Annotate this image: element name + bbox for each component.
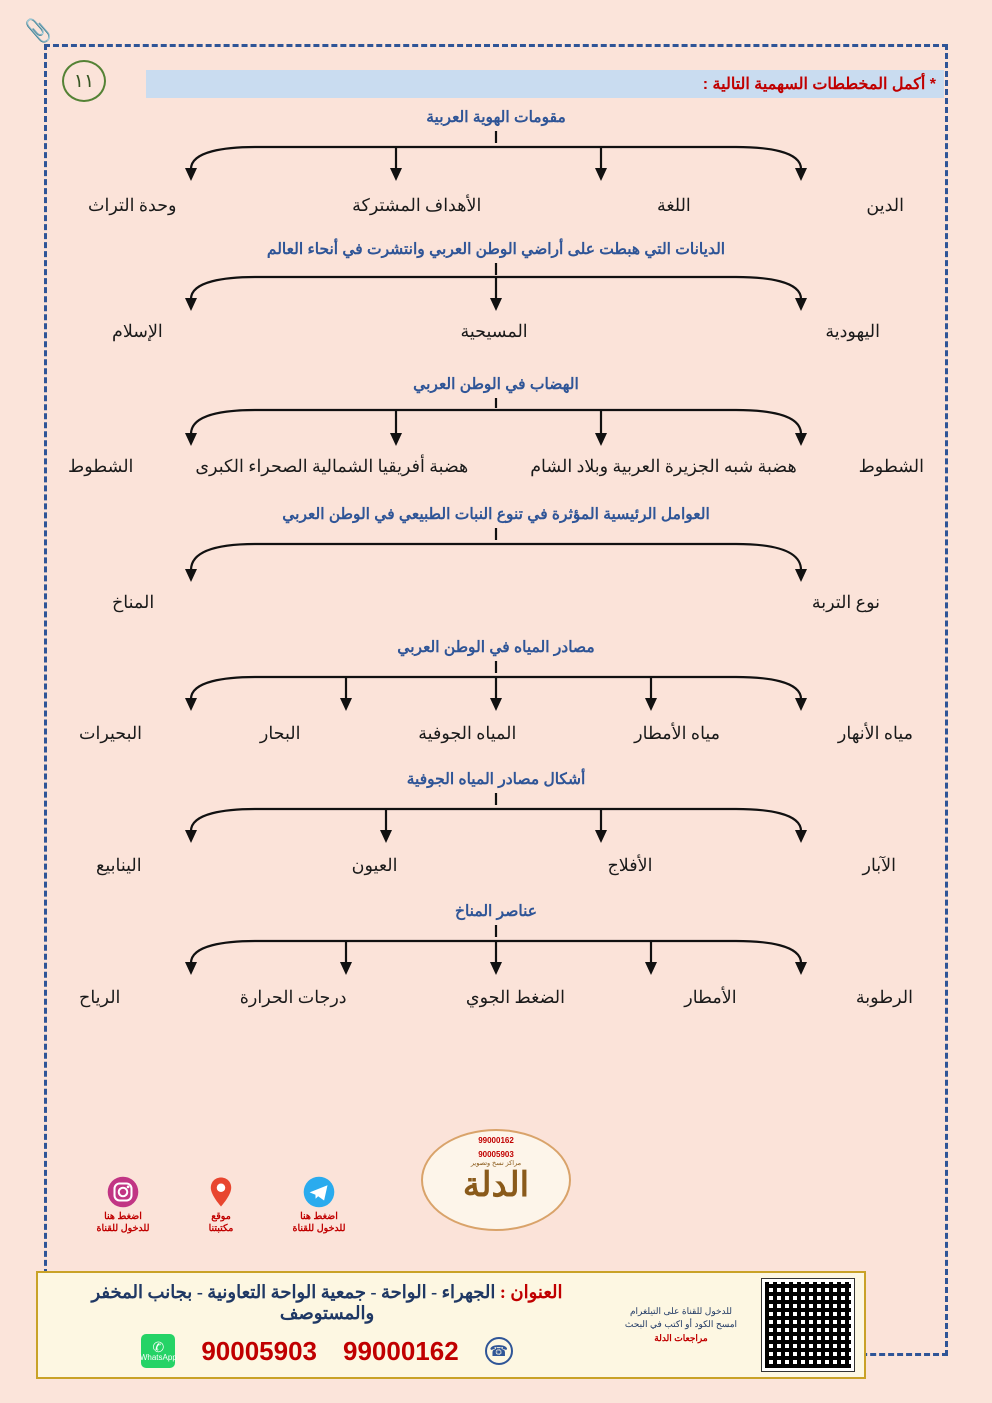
diagram-6-title: أشكال مصادر المياه الجوفية <box>406 771 586 788</box>
diagram-2-arrows <box>96 261 896 317</box>
diagram-7-arrows <box>96 923 896 983</box>
diagram-7 <box>44 902 948 1008</box>
diagram-4-label-2: المناخ <box>112 592 155 612</box>
diagram-2-label-3: الإسلام <box>112 321 163 341</box>
diagram-5 <box>44 638 948 744</box>
location-caption: موقع مكتبتنا <box>208 1211 234 1235</box>
logo-word: الدلة <box>462 1167 530 1205</box>
qr-caption-line-3: مراجعات الدلة <box>654 1332 708 1343</box>
diagram-1-label-1: الدين <box>866 195 904 215</box>
diagram-3-arrows <box>96 396 896 452</box>
diagram-3-label-3: هضبة أفريقيا الشمالية الصحراء الكبرى <box>195 456 469 476</box>
qr-caption <box>606 1305 756 1346</box>
paperclip-icon: 📎 <box>24 18 52 43</box>
location-pin-icon <box>204 1175 238 1209</box>
diagram-7-label-1: الرطوبة <box>855 987 913 1007</box>
footer-address-label: العنوان : <box>499 1282 563 1302</box>
footer-main <box>48 1282 606 1368</box>
diagram-5-arrows <box>96 659 896 719</box>
diagram-6-label-4: الينابيع <box>96 855 142 875</box>
logo-subtitle: مراكز نسخ وتصوير <box>470 1160 522 1168</box>
diagram-1-label-2: اللغة <box>656 195 691 215</box>
diagram-2-label-1: اليهودية <box>825 321 880 341</box>
telegram-link[interactable] <box>278 1175 360 1235</box>
footer-address <box>48 1282 606 1324</box>
instagram-caption: اضغط هنا للدخول للقناة <box>96 1211 150 1235</box>
diagram-1-title: مقومات الهوية العربية <box>426 109 566 126</box>
diagram-5-label-4: البحار <box>259 723 301 743</box>
logo-phone-top: 99000162 <box>478 1136 514 1145</box>
whatsapp-icon[interactable]: ✆ WhatsApp <box>141 1334 175 1368</box>
location-link[interactable] <box>180 1175 262 1235</box>
diagram-4 <box>44 505 948 613</box>
diagram-7-label-2: الأمطار <box>684 987 737 1007</box>
diagram-4-label-1: نوع التربة <box>811 592 880 612</box>
diagram-5-label-1: مياه الأنهار <box>837 723 913 743</box>
diagram-6-label-1: الآبار <box>862 855 896 875</box>
social-links <box>60 1175 360 1235</box>
diagram-1-label-4: وحدة التراث <box>88 195 177 215</box>
diagram-1 <box>44 108 948 216</box>
diagram-3-label-2: هضبة شبه الجزيرة العربية وبلاد الشام <box>530 456 797 476</box>
diagram-3-label-1: الشطوط <box>858 456 924 476</box>
instagram-icon <box>106 1175 140 1209</box>
qr-caption-line-1: للدخول للقناة على التيلغرام <box>629 1305 733 1316</box>
brand-logo <box>401 1129 591 1241</box>
telegram-icon <box>302 1175 336 1209</box>
whatsapp-label: WhatsApp <box>139 1353 177 1362</box>
diagram-3-title: الهضاب في الوطن العربي <box>413 376 579 393</box>
diagram-7-title: عناصر المناخ <box>454 903 538 920</box>
footer-contact-box <box>36 1271 866 1379</box>
footer-address-text: الجهراء - الواحة - جمعية الواحة التعاونية - بجانب المخفر والمستوصف <box>91 1282 496 1323</box>
diagram-4-arrows <box>96 526 896 588</box>
diagram-6-label-3: العيون <box>351 855 398 875</box>
diagram-2 <box>44 240 948 342</box>
diagram-1-arrows <box>96 129 896 189</box>
phone-icon: ☎ <box>485 1337 513 1365</box>
diagram-1-label-3: الأهداف المشتركة <box>352 195 482 215</box>
footer-phone-1[interactable]: 99000162 <box>343 1335 459 1366</box>
diagram-4-title: العوامل الرئيسية المؤثرة في تنوع النبات الطبيعي في الوطن العربي <box>282 506 710 523</box>
instagram-link[interactable] <box>82 1175 164 1235</box>
qr-code[interactable] <box>762 1279 854 1371</box>
diagram-5-label-5: البحيرات <box>79 723 143 743</box>
page-title: * أكمل المخططات السهمية التالية : <box>146 70 944 98</box>
qr-caption-line-2: امسح الكود أو اكتب في البحث <box>624 1319 738 1330</box>
diagram-7-label-5: الرياح <box>79 987 121 1007</box>
diagram-5-label-2: مياه الأمطار <box>634 723 721 743</box>
diagram-3-label-4: الشطوط <box>68 456 134 476</box>
diagram-2-title: الديانات التي هبطت على أراضي الوطن العربي وانتشرت في أنحاء العالم <box>266 241 726 258</box>
diagram-6-label-2: الأفلاج <box>607 855 653 875</box>
diagram-3 <box>44 375 948 477</box>
diagram-2-label-2: المسيحية <box>460 321 528 341</box>
logo-phone-bottom: 90005903 <box>478 1150 514 1160</box>
diagram-7-label-3: الضغط الجوي <box>465 987 565 1007</box>
diagram-6 <box>44 770 948 876</box>
telegram-caption: اضغط هنا للدخول للقناة <box>292 1211 346 1235</box>
footer-phone-2[interactable]: 90005903 <box>201 1335 317 1366</box>
page-number: ١١ <box>62 60 106 102</box>
diagram-7-label-4: درجات الحرارة <box>239 987 347 1007</box>
diagram-6-arrows <box>96 791 896 851</box>
diagram-5-label-3: المياه الجوفية <box>418 723 517 743</box>
footer-qr-group <box>606 1279 854 1371</box>
diagram-5-title: مصادر المياه في الوطن العربي <box>397 639 595 656</box>
footer-phones <box>48 1334 606 1368</box>
